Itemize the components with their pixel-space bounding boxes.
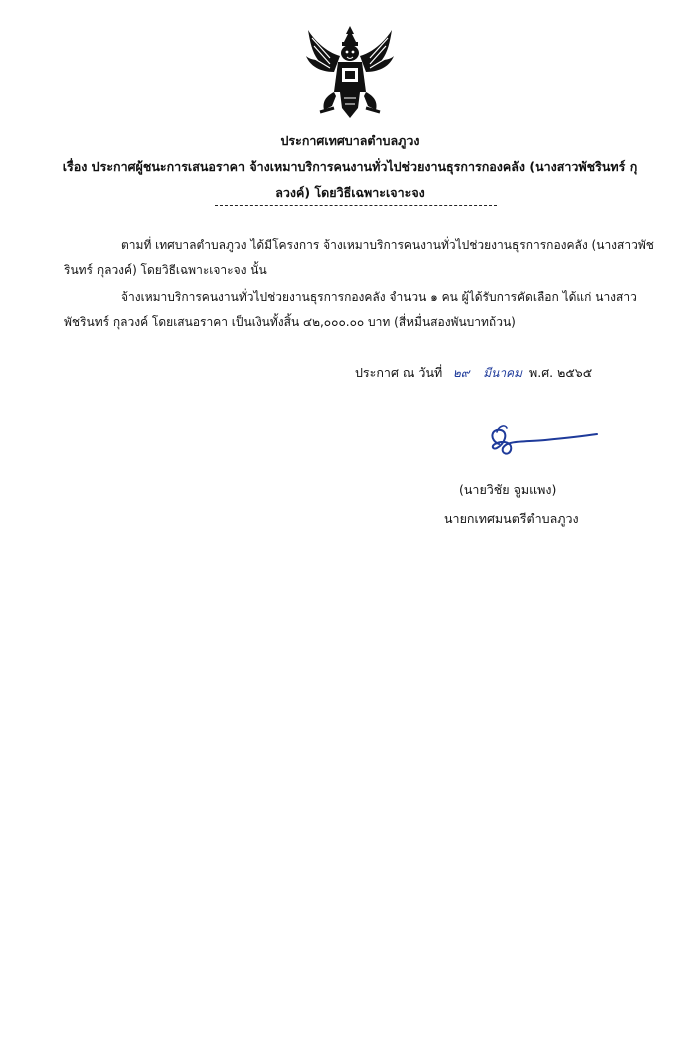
paragraph-2-line-2: พัชรินทร์ กุลวงค์ โดยเสนอราคา เป็นเงินทั้งสิ้น ๔๒,๐๐๐.๐๐ บาท (สี่หมื่นสองพันบาทถ้วน) <box>64 315 516 329</box>
date-month-handwritten: มีนาคม <box>483 366 522 380</box>
signature-icon <box>485 418 600 460</box>
dashed-divider <box>215 205 497 206</box>
announcement-date <box>355 363 592 383</box>
garuda-emblem-icon <box>300 22 400 122</box>
date-prefix: ประกาศ ณ วันที่ <box>355 365 443 380</box>
paragraph-1-line-2: รินทร์ กุลวงค์) โดยวิธีเฉพาะเจาะจง นั้น <box>64 263 267 277</box>
signer-name: (นายวิชัย จูมแพง) <box>459 482 557 497</box>
subject-line-1: เรื่อง ประกาศผู้ชนะการเสนอราคา จ้างเหมาบริการคนงานทั่วไปช่วยงานธุรการกองคลัง (นางสาวพัชรินทร์ กุ <box>62 159 638 174</box>
date-day-handwritten: ๒๙ <box>452 366 470 380</box>
signer-position: นายกเทศมนตรีตำบลภูวง <box>444 511 579 526</box>
paragraph-2-line-1: จ้างเหมาบริการคนงานทั่วไปช่วยงานธุรการกองคลัง จำนวน ๑ คน ผู้ได้รับการคัดเลือก ได้แก่ นางสาว <box>121 290 637 304</box>
paragraph-1-line-1: ตามที่ เทศบาลตำบลภูวง ได้มีโครงการ จ้างเหมาบริการคนงานทั่วไปช่วยงานธุรการกองคลัง (นางสาวพัช <box>121 238 654 252</box>
subject-line-2: ลวงค์) โดยวิธีเฉพาะเจาะจง <box>275 185 425 200</box>
office-title: ประกาศเทศบาลตำบลภูวง <box>280 133 420 148</box>
date-year: พ.ศ. ๒๕๖๕ <box>528 365 593 380</box>
